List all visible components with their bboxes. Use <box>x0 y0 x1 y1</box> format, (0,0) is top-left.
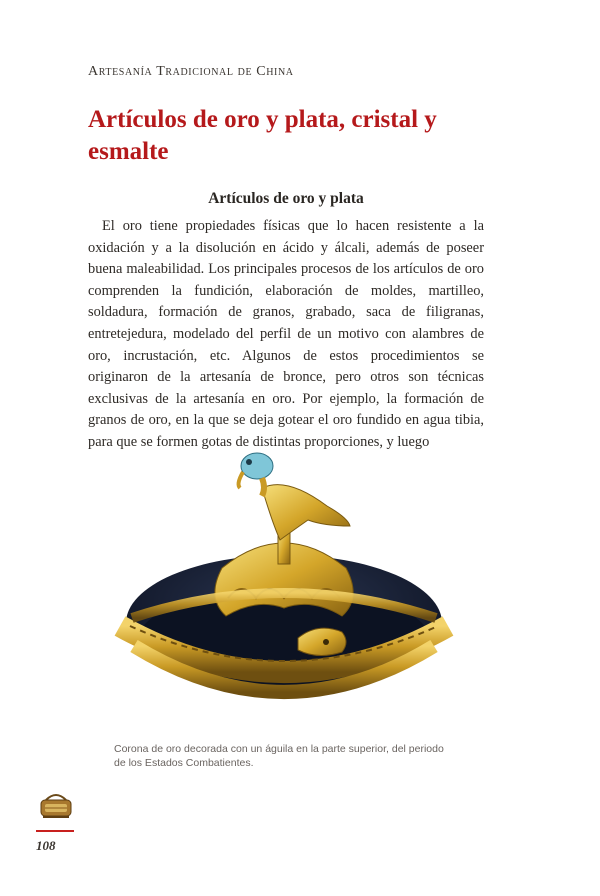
basket-emblem-icon <box>38 790 74 820</box>
figure-caption: Corona de oro decorada con un águila en la parte superior, del periodo de los Estados Combatientes. <box>114 743 444 769</box>
gold-crown-illustration <box>112 448 456 738</box>
gold-crown-figure <box>112 448 456 738</box>
chapter-title: Artículos de oro y plata, cristal y esmalte <box>88 106 437 165</box>
body-paragraph: El oro tiene propiedades físicas que lo hacen resistente a la oxidación y a la disolución en ácido y álcali, además de poseer buena maleabilidad. Los principales procesos de los artículos de oro comprenden la fundición, elaboración de moldes, martilleo, soldadura, formación de granos, grabado, saca de filigranas, entretejedura, modelado del perfil de un motivo con alambres de oro, incrustación, etc. Algunos de estos procedimientos se originaron de la artesanía de bronce, pero otros son técnicas exclusivas de la artesanía en oro. Por ejemplo, la formación de granos de oro, en la que se deja gotear el oro fundido en agua tibia, para que se formen gotas de distintas proporciones, y luego <box>88 218 484 450</box>
section-heading: Artículos de oro y plata <box>208 190 364 207</box>
running-head: Artesanía Tradicional de China <box>88 64 294 79</box>
footer-rule <box>36 830 74 832</box>
page-number: 108 <box>36 838 56 853</box>
